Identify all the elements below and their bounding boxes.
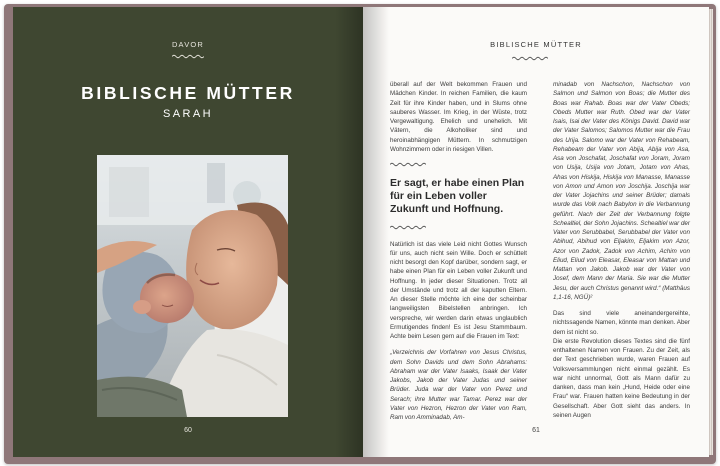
text-column-left — [390, 80, 527, 422]
pull-quote: Er sagt, er habe einen Plan für ein Leben voller Zukunft und Hoffnung. — [390, 177, 525, 216]
body-paragraph: Die erste Revolution dieses Textes sind die fünf enthaltenen Namen von Frauen. Zu der Zeit, als der Text geschrieben wurde, waren Frauen auf Volksversammlungen nicht einmal gezählt. Es war nicht unnormal, Gott als Mann dafür zu danken, dass man kein „Hund, Heide oder eine Frau“ war. Frauen hatten keine Bedeutung in der Gesellschaft. Aber Gott sieht das anders. In seinen Augen — [553, 337, 690, 419]
wave-ornament-icon — [172, 54, 204, 59]
intro-paragraph: überall auf der Welt bekommen Frauen und Mädchen Kinder. In reichen Familien, die kaum Zeit für ihre Kinder haben, und in Slums ohne sauberes Wasser. Im Krieg, in der Wüste, trotz Vergewaltigung. Ehelich und unehelich. Mit Vätern, die Alkoholiker sind und heroinabhängigen Müttern. In schmutzigen Wohnzimmern oder in riesigen Villen. — [390, 81, 527, 153]
chapter-title: BIBLISCHE MÜTTER — [81, 83, 295, 103]
wave-ornament-icon — [390, 162, 426, 167]
body-paragraph: Natürlich ist das viele Leid nicht Gottes Wunsch für uns, auch nicht sein Wille. Doch er schüttelt nicht besorgt den Kopf darüber, sondern sagt, er habe einen Plan für ein Leben voller Zukunft und Hoffnung. In jeder dieser Situationen. Trotz all der Umstände und trotz all der kaputten Eltern. An dieser Stelle möchte ich eine der scheinbar langweiligsten Bibelstellen anbringen. Ich verspreche, wir werden darin etwas unglaublich Ermutigendes finden! Es ist Jesu Stammbaum. Achte beim Lesen gern auf die Frauen im Text: — [390, 240, 527, 341]
bible-quote: „Verzeichnis der Vorfahren von Jesus Christus, dem Sohn Davids und dem Sohn Abrahams: Abraham war der Vater Isaaks, Isaak der Vater Jakobs, Jakob der Vater Judas und seiner Brüder. Juda war der Vater von Perez und Serach; ihre Mutter war Tamar. Perez war der Vater von Hezron, Hezron der Vater von Ram, Ram von Amminadab, Am- — [390, 349, 527, 422]
chapter-subtitle: SARAH — [163, 108, 213, 120]
right-page — [363, 7, 709, 457]
wave-ornament-icon — [390, 225, 426, 230]
bible-quote-continued: minadab von Nachschon, Nachschon von Salmon und Salmon von Boas; die Mutter des Boas war Rahab. Boas war der Vater Obeds; Obeds Mutter war Ruth. Obed war der Vater Isais, Isai der Vater des Königs David. David war der Vater Salomos; Salomos Mutter war die Frau des Urija. Salomo war der Vater von Rehabeam, Rehabeam der Vater von Abija, Abija von Asa, Asa von Joschafat, Joschafat von Joram, Joram von Usija, Usija von Jotam, Jotam von Ahas, Ahas von Hiskija, Hiskija von Manasse, Manasse von Amon und Amon von Joschija. Joschija war der Vater Jojachins und seiner Brüder; damals wurde das Volk nach Babylon in die Verbannung geführt. Nach der Zeit der Verbannung folgte Schealtiel, der Sohn Jojachins. Schealtiel war der Vater von Serubbabel, Serubbabel der Vater von Abihud, Abihud von Eljakim, Eljakim von Azor, Azor von Zadok, Zadok von Achim, Achim von Eliud, Eliud von Eleasar, Eleasar von Mattan und Mattan von Jakob. Jakob war der Vater von Josef, dem Mann der Maria. Sie war die Mutter Jesu, der auch Christus genannt wird.“ (Matthäus 1,1-16, NGÜ)² — [553, 81, 690, 301]
mother-and-newborn-photo — [97, 155, 288, 417]
left-page-number: 60 — [184, 427, 192, 434]
body-paragraph: Das sind viele aneinandergereihte, nichtssagende Namen, könnte man denken. Aber dem ist nicht so. — [553, 310, 690, 336]
left-running-head: DAVOR — [171, 40, 205, 49]
right-page-number: 61 — [532, 427, 540, 434]
right-running-head: BIBLISCHE MÜTTER — [490, 40, 582, 49]
text-column-right — [553, 80, 690, 420]
left-page — [13, 7, 363, 457]
wave-ornament-icon — [512, 56, 548, 61]
